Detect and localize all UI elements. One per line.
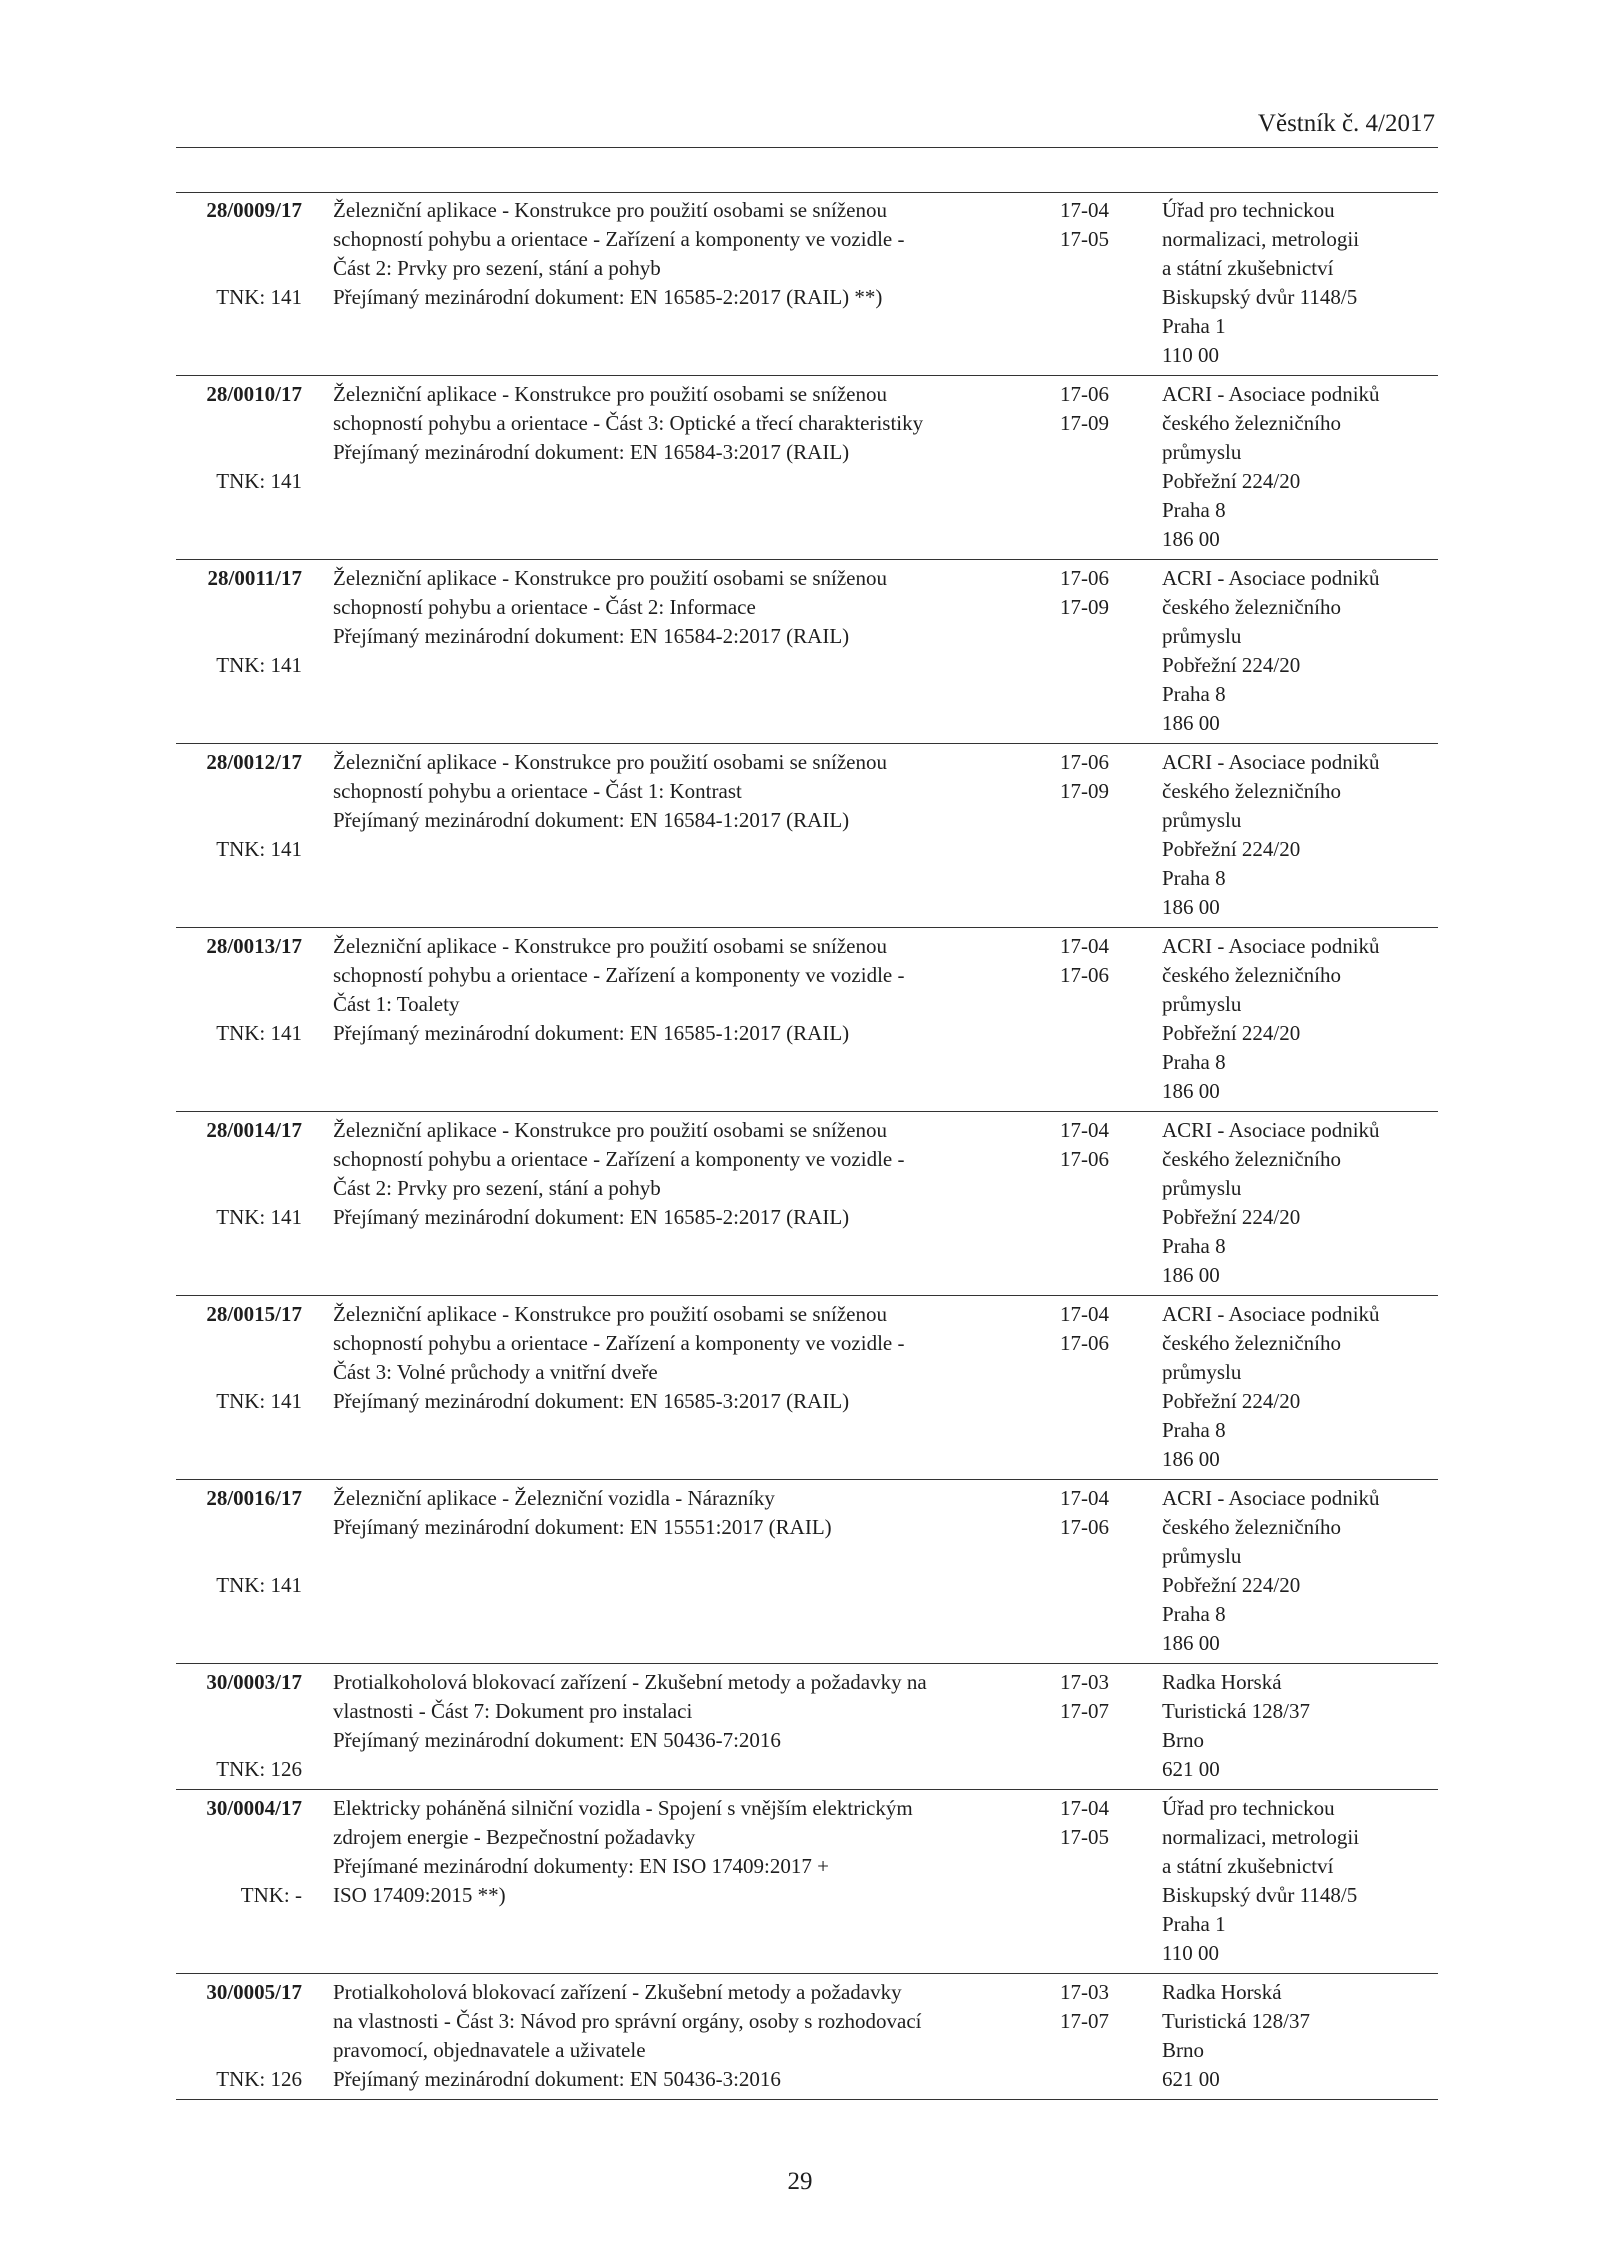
entry-dates-line: 17-06: [1060, 566, 1109, 590]
table-row: [176, 376, 1438, 560]
header-rule: [176, 147, 1438, 148]
entry-address-line: Úřad pro technickou: [1162, 198, 1335, 222]
entry-dates-line: 17-09: [1060, 595, 1109, 619]
entry-address: [1162, 196, 1438, 370]
entry-address-line: 186 00: [1162, 1263, 1220, 1287]
entry-dates: [1060, 380, 1140, 438]
entry-description-line: Přejímaný mezinárodní dokument: EN 15551:2017 (RAIL): [333, 1515, 832, 1539]
entry-dates: [1060, 1978, 1140, 2036]
entry-description-line: na vlastnosti - Část 3: Návod pro správní orgány, osoby s rozhodovací: [333, 2009, 922, 2033]
entry-address-line: českého železničního: [1162, 595, 1341, 619]
entry-number: 28/0014/17: [206, 1118, 302, 1142]
entry-dates-line: 17-04: [1060, 1796, 1109, 1820]
entry-description-line: schopností pohybu a orientace - Zařízení a komponenty ve vozidle -: [333, 227, 905, 251]
entry-address-line: 186 00: [1162, 1631, 1220, 1655]
entry-number: 28/0015/17: [206, 1302, 302, 1326]
entry-address-line: Radka Horská: [1162, 1980, 1282, 2004]
entry-description-line: Protialkoholová blokovací zařízení - Zkušební metody a požadavky: [333, 1980, 902, 2004]
table-row: [176, 560, 1438, 744]
entry-description-line: ISO 17409:2015 **): [333, 1883, 506, 1907]
entry-address-line: českého železničního: [1162, 1515, 1341, 1539]
entry-dates: [1060, 932, 1140, 990]
entry-address-line: Pobřežní 224/20: [1162, 653, 1301, 677]
entry-description-line: Přejímaný mezinárodní dokument: EN 50436-7:2016: [333, 1728, 781, 1752]
entry-address-line: českého železničního: [1162, 1331, 1341, 1355]
entry-dates-line: 17-06: [1060, 1331, 1109, 1355]
entry-address-line: ACRI - Asociace podniků: [1162, 750, 1380, 774]
entry-dates-line: 17-06: [1060, 750, 1109, 774]
entry-number: 30/0003/17: [206, 1670, 302, 1694]
table-row: [176, 192, 1438, 376]
entry-tnk: TNK: 141: [216, 653, 302, 677]
entry-address-line: Pobřežní 224/20: [1162, 469, 1301, 493]
entry-id-cell: [176, 1300, 302, 1479]
entry-tnk: TNK: -: [240, 1883, 302, 1907]
entry-address-line: 186 00: [1162, 527, 1220, 551]
entry-address: [1162, 1116, 1438, 1290]
entry-address-line: ACRI - Asociace podniků: [1162, 1118, 1380, 1142]
entry-description-line: Železniční aplikace - Konstrukce pro použití osobami se sníženou: [333, 1118, 887, 1142]
entry-dates: [1060, 564, 1140, 622]
entry-address: [1162, 1668, 1438, 1784]
entry-address-line: Brno: [1162, 2038, 1204, 2062]
entry-description-line: Přejímaný mezinárodní dokument: EN 16585-2:2017 (RAIL) **): [333, 285, 883, 309]
entry-address: [1162, 1484, 1438, 1658]
entry-dates-line: 17-04: [1060, 198, 1109, 222]
entry-address-line: Pobřežní 224/20: [1162, 1573, 1301, 1597]
entry-number: 28/0011/17: [207, 566, 302, 590]
entry-address-line: a státní zkušebnictví: [1162, 256, 1334, 280]
entry-description-line: Železniční aplikace - Konstrukce pro použití osobami se sníženou: [333, 750, 887, 774]
entry-address-line: normalizaci, metrologii: [1162, 227, 1360, 251]
table-row: [176, 928, 1438, 1112]
entry-address-line: Úřad pro technickou: [1162, 1796, 1335, 1820]
entry-description-line: schopností pohybu a orientace - Část 2: Informace: [333, 595, 756, 619]
table-row: [176, 1664, 1438, 1790]
table-row: [176, 1974, 1438, 2100]
entry-description-line: schopností pohybu a orientace - Část 3: Optické a třecí charakteristiky: [333, 411, 924, 435]
entry-number: 28/0013/17: [206, 934, 302, 958]
entry-address-line: ACRI - Asociace podniků: [1162, 566, 1380, 590]
entry-address-line: a státní zkušebnictví: [1162, 1854, 1334, 1878]
entry-description-line: zdrojem energie - Bezpečnostní požadavky: [333, 1825, 696, 1849]
page-number: 29: [787, 2168, 813, 2195]
entry-address-line: Praha 8: [1162, 682, 1226, 706]
entry-address: [1162, 564, 1438, 738]
entry-description-line: Část 1: Toalety: [333, 992, 460, 1016]
entry-address-line: ACRI - Asociace podniků: [1162, 382, 1380, 406]
entry-tnk: TNK: 141: [216, 1021, 302, 1045]
entry-dates-line: 17-07: [1060, 2009, 1109, 2033]
entry-address-line: Pobřežní 224/20: [1162, 1021, 1301, 1045]
table-row: [176, 1296, 1438, 1480]
entry-address-line: Praha 1: [1162, 1912, 1226, 1936]
entry-description-line: Přejímaný mezinárodní dokument: EN 16585-1:2017 (RAIL): [333, 1021, 850, 1045]
entry-description-line: schopností pohybu a orientace - Zařízení a komponenty ve vozidle -: [333, 963, 905, 987]
entry-description-line: Železniční aplikace - Železniční vozidla - Nárazníky: [333, 1486, 775, 1510]
entry-description-line: Přejímaný mezinárodní dokument: EN 16584-3:2017 (RAIL): [333, 440, 850, 464]
entry-description-line: schopností pohybu a orientace - Zařízení a komponenty ve vozidle -: [333, 1331, 905, 1355]
entry-address-line: Biskupský dvůr 1148/5: [1162, 1883, 1358, 1907]
entry-address-line: průmyslu: [1162, 624, 1242, 648]
entry-description-line: schopností pohybu a orientace - Zařízení a komponenty ve vozidle -: [333, 1147, 905, 1171]
entry-address-line: Praha 8: [1162, 1418, 1226, 1442]
entry-address-line: normalizaci, metrologii: [1162, 1825, 1360, 1849]
entry-address-line: průmyslu: [1162, 1176, 1242, 1200]
entry-dates-line: 17-03: [1060, 1670, 1109, 1694]
entry-tnk: TNK: 141: [216, 1205, 302, 1229]
table-row: [176, 1480, 1438, 1664]
entry-address-line: Brno: [1162, 1728, 1204, 1752]
entry-tnk: TNK: 126: [216, 1757, 302, 1781]
entry-description-line: Přejímaný mezinárodní dokument: EN 16584-1:2017 (RAIL): [333, 808, 850, 832]
entry-address: [1162, 932, 1438, 1106]
entry-address-line: 186 00: [1162, 1447, 1220, 1471]
entry-address: [1162, 1978, 1438, 2094]
standards-table: [176, 192, 1438, 2100]
entry-dates-line: 17-04: [1060, 1486, 1109, 1510]
entry-description-line: Železniční aplikace - Konstrukce pro použití osobami se sníženou: [333, 934, 887, 958]
entry-id-cell: [176, 932, 302, 1111]
entry-id-cell: [176, 1978, 302, 2099]
entry-address-line: 186 00: [1162, 1079, 1220, 1103]
table-row: [176, 1790, 1438, 1974]
entry-address-line: českého železničního: [1162, 411, 1341, 435]
entry-address-line: 621 00: [1162, 2067, 1220, 2091]
entry-dates: [1060, 1794, 1140, 1852]
entry-id-cell: [176, 1484, 302, 1663]
entry-description-line: Železniční aplikace - Konstrukce pro použití osobami se sníženou: [333, 566, 887, 590]
entry-address: [1162, 1300, 1438, 1474]
entry-description-line: vlastnosti - Část 7: Dokument pro instalaci: [333, 1699, 693, 1723]
entry-description-line: Přejímaný mezinárodní dokument: EN 16584-2:2017 (RAIL): [333, 624, 850, 648]
entry-dates: [1060, 1116, 1140, 1174]
entry-dates: [1060, 196, 1140, 254]
entry-description-line: Protialkoholová blokovací zařízení - Zkušební metody a požadavky na: [333, 1670, 927, 1694]
entry-id-cell: [176, 196, 302, 375]
entry-number: 28/0010/17: [206, 382, 302, 406]
entry-description-line: Železniční aplikace - Konstrukce pro použití osobami se sníženou: [333, 382, 887, 406]
entry-dates: [1060, 1484, 1140, 1542]
entry-dates: [1060, 748, 1140, 806]
entry-id-cell: [176, 380, 302, 559]
entry-dates: [1060, 1300, 1140, 1358]
entry-address-line: Praha 8: [1162, 866, 1226, 890]
entry-description-line: Přejímaný mezinárodní dokument: EN 16585-2:2017 (RAIL): [333, 1205, 850, 1229]
entry-address-line: Biskupský dvůr 1148/5: [1162, 285, 1358, 309]
entry-address-line: průmyslu: [1162, 1544, 1242, 1568]
entry-id-cell: [176, 1116, 302, 1295]
entry-id-cell: [176, 564, 302, 743]
entry-dates-line: 17-05: [1060, 1825, 1109, 1849]
entry-address-line: ACRI - Asociace podniků: [1162, 934, 1380, 958]
page-header-title: Věstník č. 4/2017: [1257, 110, 1435, 137]
entry-address-line: Pobřežní 224/20: [1162, 837, 1301, 861]
table-row: [176, 1112, 1438, 1296]
entry-dates-line: 17-06: [1060, 963, 1109, 987]
entry-id-cell: [176, 748, 302, 927]
entry-address-line: průmyslu: [1162, 992, 1242, 1016]
entry-number: 28/0009/17: [206, 198, 302, 222]
entry-dates-line: 17-04: [1060, 1118, 1109, 1142]
entry-description-line: schopností pohybu a orientace - Část 1: Kontrast: [333, 779, 742, 803]
entry-address-line: 186 00: [1162, 895, 1220, 919]
entry-address-line: Praha 8: [1162, 498, 1226, 522]
entry-address-line: 110 00: [1162, 1941, 1219, 1965]
entry-dates-line: 17-05: [1060, 227, 1109, 251]
entry-id-cell: [176, 1668, 302, 1789]
entry-tnk: TNK: 141: [216, 1389, 302, 1413]
entry-tnk: TNK: 141: [216, 285, 302, 309]
entry-address-line: průmyslu: [1162, 808, 1242, 832]
entry-address: [1162, 1794, 1438, 1968]
entry-address-line: Praha 8: [1162, 1050, 1226, 1074]
entry-dates-line: 17-06: [1060, 1147, 1109, 1171]
entry-description-line: Přejímaný mezinárodní dokument: EN 16585-3:2017 (RAIL): [333, 1389, 850, 1413]
entry-description-line: Železniční aplikace - Konstrukce pro použití osobami se sníženou: [333, 198, 887, 222]
entry-address-line: českého železničního: [1162, 1147, 1341, 1171]
entry-description-line: Část 2: Prvky pro sezení, stání a pohyb: [333, 256, 661, 280]
entry-dates-line: 17-06: [1060, 1515, 1109, 1539]
entry-address-line: průmyslu: [1162, 1360, 1242, 1384]
entry-tnk: TNK: 126: [216, 2067, 302, 2091]
entry-description-line: Přejímané mezinárodní dokumenty: EN ISO 17409:2017 +: [333, 1854, 829, 1878]
entry-dates-line: 17-04: [1060, 934, 1109, 958]
entry-description-line: pravomocí, objednavatele a uživatele: [333, 2038, 646, 2062]
entry-address: [1162, 380, 1438, 554]
entry-tnk: TNK: 141: [216, 837, 302, 861]
entry-number: 28/0016/17: [206, 1486, 302, 1510]
entry-address-line: ACRI - Asociace podniků: [1162, 1486, 1380, 1510]
entry-address-line: českého železničního: [1162, 779, 1341, 803]
entry-address-line: průmyslu: [1162, 440, 1242, 464]
entry-tnk: TNK: 141: [216, 1573, 302, 1597]
entry-number: 28/0012/17: [206, 750, 302, 774]
entry-description-line: Část 2: Prvky pro sezení, stání a pohyb: [333, 1176, 661, 1200]
entry-description-line: Přejímaný mezinárodní dokument: EN 50436-3:2016: [333, 2067, 781, 2091]
entry-address-line: Pobřežní 224/20: [1162, 1389, 1301, 1413]
entry-address-line: českého železničního: [1162, 963, 1341, 987]
entry-number: 30/0005/17: [206, 1980, 302, 2004]
entry-address-line: ACRI - Asociace podniků: [1162, 1302, 1380, 1326]
entry-dates-line: 17-09: [1060, 411, 1109, 435]
entry-number: 30/0004/17: [206, 1796, 302, 1820]
entry-id-cell: [176, 1794, 302, 1973]
entry-address-line: Pobřežní 224/20: [1162, 1205, 1301, 1229]
entry-address-line: 186 00: [1162, 711, 1220, 735]
entry-address-line: Turistická 128/37: [1162, 2009, 1310, 2033]
entry-description-line: Železniční aplikace - Konstrukce pro použití osobami se sníženou: [333, 1302, 887, 1326]
entry-dates-line: 17-07: [1060, 1699, 1109, 1723]
entry-dates-line: 17-06: [1060, 382, 1109, 406]
entry-dates-line: 17-03: [1060, 1980, 1109, 2004]
table-row: [176, 744, 1438, 928]
entry-dates: [1060, 1668, 1140, 1726]
entry-address-line: 621 00: [1162, 1757, 1220, 1781]
entry-address-line: Praha 8: [1162, 1234, 1226, 1258]
entry-description-line: Část 3: Volné průchody a vnitřní dveře: [333, 1360, 658, 1384]
entry-address: [1162, 748, 1438, 922]
entry-address-line: Praha 8: [1162, 1602, 1226, 1626]
entry-address-line: Turistická 128/37: [1162, 1699, 1310, 1723]
entry-address-line: Radka Horská: [1162, 1670, 1282, 1694]
entry-address-line: Praha 1: [1162, 314, 1226, 338]
entry-dates-line: 17-09: [1060, 779, 1109, 803]
entry-tnk: TNK: 141: [216, 469, 302, 493]
entry-description-line: Elektricky poháněná silniční vozidla - Spojení s vnějším elektrickým: [333, 1796, 913, 1820]
entry-address-line: 110 00: [1162, 343, 1219, 367]
entry-dates-line: 17-04: [1060, 1302, 1109, 1326]
